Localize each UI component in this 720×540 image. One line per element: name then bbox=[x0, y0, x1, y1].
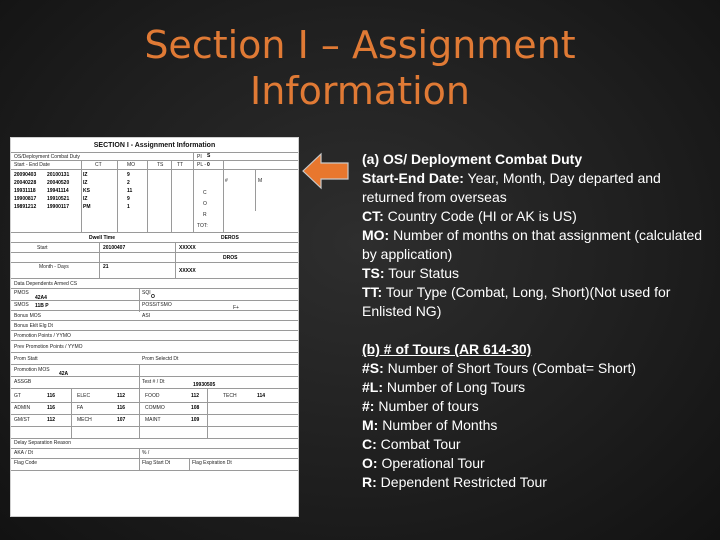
start-end-label: Start - End Date bbox=[14, 162, 50, 168]
pl-value: 0 bbox=[207, 162, 210, 168]
col-mo: MO bbox=[127, 162, 136, 168]
row-3-end: 19910521 bbox=[47, 196, 70, 202]
col-ct: CT bbox=[95, 162, 102, 168]
assignment-form-image bbox=[10, 137, 299, 517]
score-0-av: 116 bbox=[47, 393, 56, 399]
score-2-av: 112 bbox=[47, 417, 56, 423]
col-tt: TT bbox=[177, 162, 184, 168]
item-b-5: O: Operational Tour bbox=[362, 455, 485, 471]
dros-label: DROS bbox=[223, 255, 238, 261]
side-r: R bbox=[203, 212, 207, 218]
start-value: 20100407 bbox=[103, 245, 126, 251]
os-label: OS/Deployment Combat Duty bbox=[14, 154, 80, 160]
slide-title-line2: Information bbox=[250, 69, 470, 113]
col-ts: TS bbox=[157, 162, 164, 168]
item-b-4: C: Combat Tour bbox=[362, 436, 461, 452]
item-a-2: MO: Number of months on that assignment (calculated by application) bbox=[362, 227, 703, 262]
sqi-value: O bbox=[151, 294, 155, 300]
score-0-bv: 112 bbox=[117, 393, 126, 399]
bonus-elig-label: Bonus Eklt Elg Dt bbox=[14, 323, 53, 329]
test-label: Test # / Dt bbox=[142, 379, 165, 385]
score-2-cv: 109 bbox=[191, 417, 200, 423]
row-1-start: 20040228 bbox=[14, 180, 37, 186]
score-2-bv: 107 bbox=[117, 417, 126, 423]
possi-label: POSS/TSMO bbox=[142, 302, 172, 308]
row-4-end: 19900117 bbox=[47, 204, 69, 210]
row-4-start: 19891212 bbox=[14, 204, 37, 210]
ass-label: ASSGB bbox=[14, 379, 32, 385]
slide-title-line1: Section I – Assignment bbox=[144, 23, 576, 67]
description-panel bbox=[362, 150, 707, 492]
form-header: SECTION I - Assignment Information bbox=[93, 142, 216, 149]
score-0-dv: 114 bbox=[257, 393, 266, 399]
score-1-av: 116 bbox=[47, 405, 56, 411]
dwell-label: Dwell Time bbox=[89, 235, 116, 241]
row-0-end: 20100131 bbox=[47, 172, 70, 178]
item-b-2: #: Number of tours bbox=[362, 398, 479, 414]
pmos-label: PMOS bbox=[14, 290, 29, 296]
sqi-label: SQI bbox=[142, 290, 151, 296]
item-b-0: #S: Number of Short Tours (Combat= Short) bbox=[362, 360, 637, 376]
row-0-start: 20090403 bbox=[14, 172, 37, 178]
bonus-mos-label: Bonus MOS bbox=[14, 313, 41, 319]
flag-exp-label: Flag Expiration Dt bbox=[192, 460, 232, 466]
row-4-ct: PM bbox=[83, 204, 91, 210]
row-0-mo: 9 bbox=[127, 172, 130, 178]
col-hash: # bbox=[225, 178, 228, 184]
section-a-heading: (a) OS/ Deployment Combat Duty bbox=[362, 151, 583, 167]
aka-label: AKA / Dt bbox=[14, 450, 33, 456]
row-3-mo: 9 bbox=[127, 196, 130, 202]
row-1-mo: 2 bbox=[127, 180, 130, 186]
side-o: O bbox=[203, 201, 207, 207]
side-tot: TOT: bbox=[197, 223, 208, 229]
xxxx-1: XXXXX bbox=[179, 245, 196, 251]
delay-label: Delay Separation Reason bbox=[14, 440, 71, 446]
prev-promo-label: Prev Promotion Points / YYMO bbox=[14, 344, 83, 350]
flag-start-label: Flag Start Dt bbox=[142, 460, 171, 466]
row-2-mo: 11 bbox=[127, 188, 133, 194]
score-0-d: TECH bbox=[223, 393, 237, 399]
score-1-cv: 108 bbox=[191, 405, 200, 411]
item-a-4: TT: Tour Type (Combat, Long, Short)(Not used for Enlisted NG) bbox=[362, 284, 671, 319]
row-2-start: 19931118 bbox=[14, 188, 36, 194]
score-0-b: ELEC bbox=[77, 393, 91, 399]
score-1-c: COMMO bbox=[145, 405, 165, 411]
row-3-start: 19900817 bbox=[14, 196, 37, 202]
asi-label: ASI bbox=[142, 313, 151, 319]
promo-points-label: Promotion Points / YYMO bbox=[14, 333, 71, 339]
row-3-ct: IZ bbox=[83, 196, 88, 202]
row-0-ct: IZ bbox=[83, 172, 88, 178]
month-days-value: 21 bbox=[103, 264, 109, 270]
score-2-a: GM/ST bbox=[14, 417, 30, 423]
xxxx-2: XXXXX bbox=[179, 268, 196, 274]
promo-mos-value: 42A bbox=[59, 371, 69, 377]
score-1-bv: 116 bbox=[117, 405, 126, 411]
start-label: Start bbox=[37, 245, 48, 251]
dependents-label: Data Dependents Armed CS bbox=[14, 281, 78, 287]
deros-label: DEROS bbox=[221, 235, 239, 241]
month-days-label: Month - Days bbox=[39, 264, 69, 270]
f-plus: F+ bbox=[233, 305, 239, 311]
pi-value: S bbox=[207, 153, 211, 159]
side-c: C bbox=[203, 190, 207, 196]
pl-label: PL - bbox=[197, 162, 206, 168]
score-1-a: ADMIN bbox=[14, 405, 31, 411]
row-1-ct: IZ bbox=[83, 180, 88, 186]
row-1-end: 20040520 bbox=[47, 180, 70, 186]
score-1-b: FA bbox=[77, 405, 84, 411]
row-2-ct: KS bbox=[83, 188, 90, 194]
item-b-3: M: Number of Months bbox=[362, 417, 498, 433]
row-4-mo: 1 bbox=[127, 204, 130, 210]
score-2-c: MAINT bbox=[145, 417, 161, 423]
smos-label: SMOS bbox=[14, 302, 29, 308]
arrow-left-icon bbox=[302, 152, 350, 190]
prom-selectd-label: Prom Selectd Dt bbox=[142, 356, 179, 362]
test-value: 19930505 bbox=[193, 382, 216, 388]
promo-mos-label: Promotion MOS bbox=[14, 367, 50, 373]
score-2-b: MECH bbox=[77, 417, 92, 423]
item-a-0: Start-End Date: Year, Month, Day departed and returned from overseas bbox=[362, 170, 661, 205]
col-m: M bbox=[258, 178, 263, 184]
section-b-heading: (b) # of Tours (AR 614-30) bbox=[362, 341, 532, 357]
pct-label: % / bbox=[142, 450, 150, 456]
smos-value: 11B P bbox=[35, 303, 49, 309]
prom-stat-label: Prom Statt bbox=[14, 356, 38, 362]
pmos-value: 42A4 bbox=[35, 295, 47, 301]
score-0-c: FOOD bbox=[145, 393, 160, 399]
score-0-cv: 112 bbox=[191, 393, 200, 399]
flag-code-label: Flag Code bbox=[14, 460, 38, 466]
score-0-a: GT bbox=[14, 393, 21, 399]
item-b-6: R: Dependent Restricted Tour bbox=[362, 474, 547, 490]
item-a-3: TS: Tour Status bbox=[362, 265, 460, 281]
slide-title bbox=[0, 22, 720, 114]
pi-label: PI bbox=[197, 154, 202, 160]
item-a-1: CT: Country Code (HI or AK is US) bbox=[362, 208, 577, 224]
row-2-end: 19941114 bbox=[47, 188, 69, 194]
item-b-1: #L: Number of Long Tours bbox=[362, 379, 526, 395]
